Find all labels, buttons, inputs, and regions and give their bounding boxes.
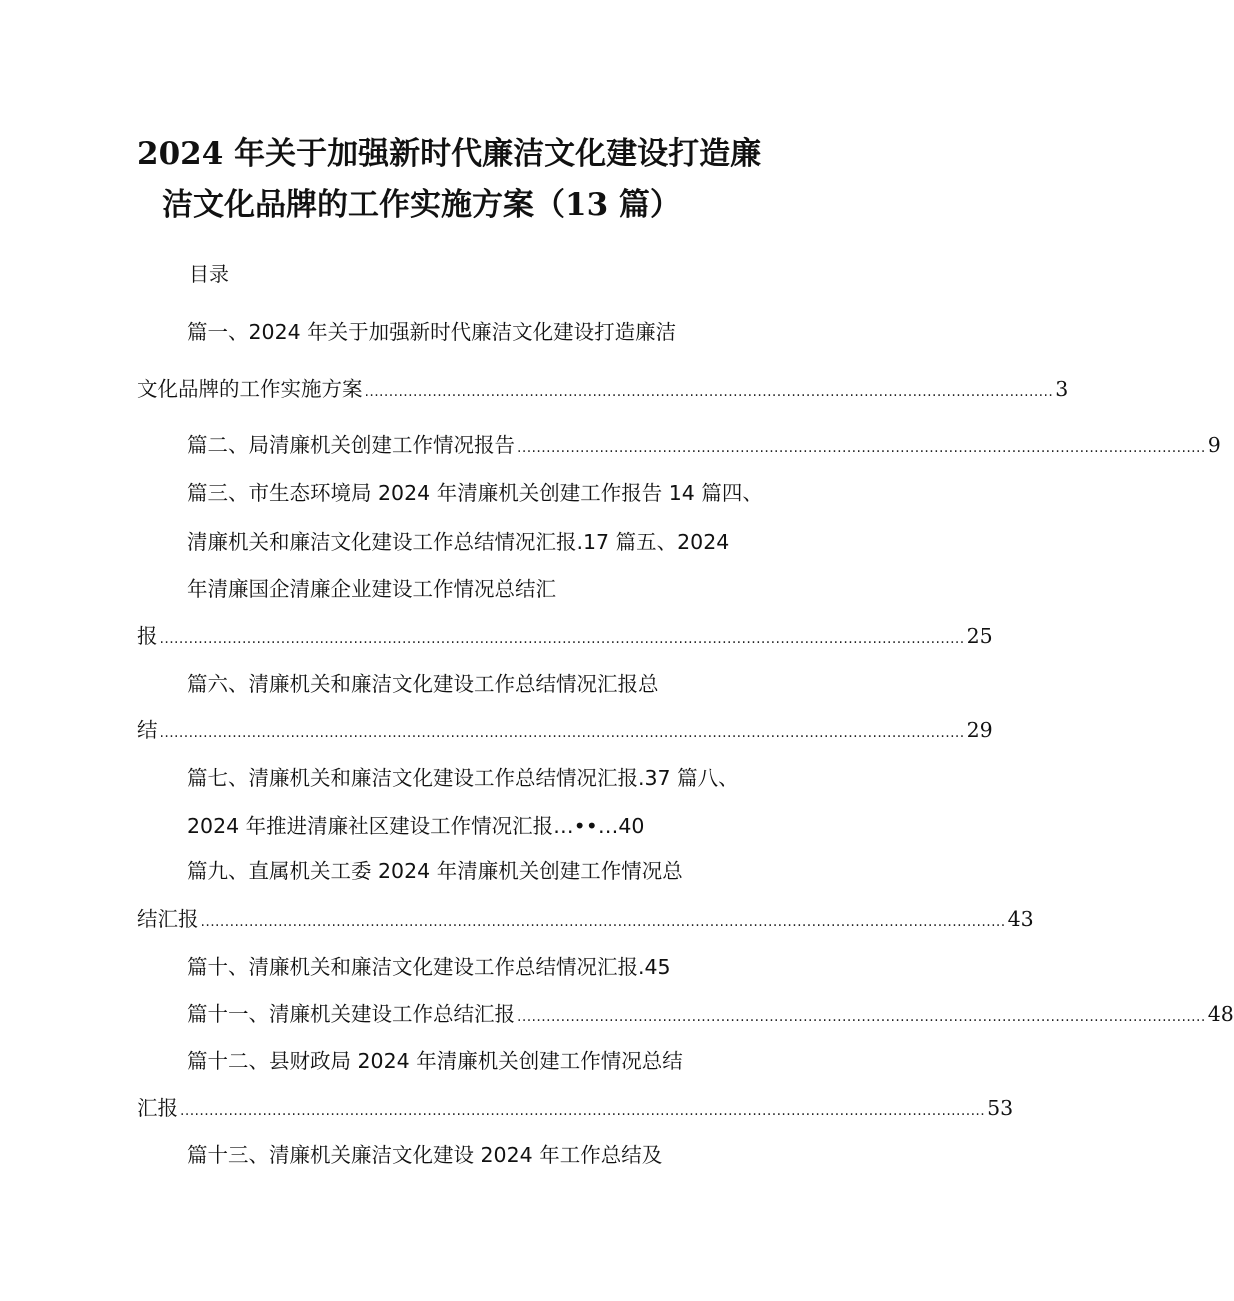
toc-page-number: 9 [1207,433,1221,457]
toc-page-number: 29 [966,718,993,742]
toc-line-text: 篇七、清廉机关和廉洁文化建设工作总结情况汇报.37 篇八、 [187,766,739,790]
leader-dots: ...................................................................................................................................................................... [159,725,965,741]
toc-entry [137,718,993,742]
toc-line [187,1145,662,1166]
toc-entry-text: 结 [137,718,158,742]
toc-line-text: 篇一、2024 年关于加强新时代廉洁文化建设打造廉洁 [187,320,677,344]
toc-entry-text: 篇二、局清廉机关创建工作情况报告 [187,433,515,457]
toc-line-text: 篇三、市生态环境局 2024 年清廉机关创建工作报告 14 篇四、 [187,481,763,505]
toc-heading: 目录 [189,262,229,286]
toc-page-number: 48 [1207,1002,1234,1026]
toc-line-text: 篇六、清廉机关和廉洁文化建设工作总结情况汇报总 [187,672,659,696]
toc-line [187,322,676,343]
toc-page-number: 25 [966,624,993,648]
toc-line [187,532,729,553]
toc-entry [187,1002,1234,1026]
toc-entry [137,1096,1014,1120]
toc-entry-text: 结汇报 [137,907,199,931]
toc-line [187,957,671,978]
toc-line-text: 年清廉国企清廉企业建设工作情况总结汇 [187,577,556,601]
toc-line-text: 篇十三、清廉机关廉洁文化建设 2024 年工作总结及 [187,1143,663,1167]
toc-line [187,861,683,882]
leader-dots: .............................................................................................................................................. [517,1009,1206,1025]
toc-line-text: 篇十、清廉机关和廉洁文化建设工作总结情况汇报.45 [187,955,671,979]
leader-dots: ...................................................................................................................................................................... [159,631,965,647]
toc-line [187,483,763,504]
toc-line-text: 篇十二、县财政局 2024 年清廉机关创建工作情况总结 [187,1049,683,1073]
toc-entry-text: 汇报 [137,1096,178,1120]
toc-entry-text: 文化品牌的工作实施方案 [137,377,363,401]
toc-entry [137,377,1069,401]
leader-dots: .............................................................................................................................................. [517,440,1206,456]
toc-line [187,579,556,600]
toc-page-number: 53 [987,1096,1014,1120]
document-title-line-2: 洁文化品牌的工作实施方案（13 篇） [162,187,681,223]
toc-line-text: 篇九、直属机关工委 2024 年清廉机关创建工作情况总 [187,859,683,883]
leader-dots: ...................................................................................................................................................................... [200,914,1006,930]
toc-line-text: 清廉机关和廉洁文化建设工作总结情况汇报.17 篇五、2024 [187,530,730,554]
toc-line [187,768,739,789]
leader-dots: ...................................................................................................................................................................... [180,1103,986,1119]
toc-page-number: 43 [1007,907,1034,931]
toc-line-text: 2024 年推进清廉社区建设工作情况汇报…••…40 [187,814,645,838]
toc-entry-text: 报 [137,624,158,648]
toc-line [187,1051,683,1072]
toc-entry-text: 篇十一、清廉机关建设工作总结汇报 [187,1002,515,1026]
toc-line [187,816,644,837]
leader-dots: .............................................................................................................................................. [364,384,1054,400]
toc-line [187,674,659,695]
toc-entry [137,624,993,648]
toc-entry [187,433,1221,457]
toc-page-number: 3 [1055,377,1069,401]
document-title-line-1: 2024 年关于加强新时代廉洁文化建设打造廉 [137,136,762,172]
toc-entry [137,907,1034,931]
